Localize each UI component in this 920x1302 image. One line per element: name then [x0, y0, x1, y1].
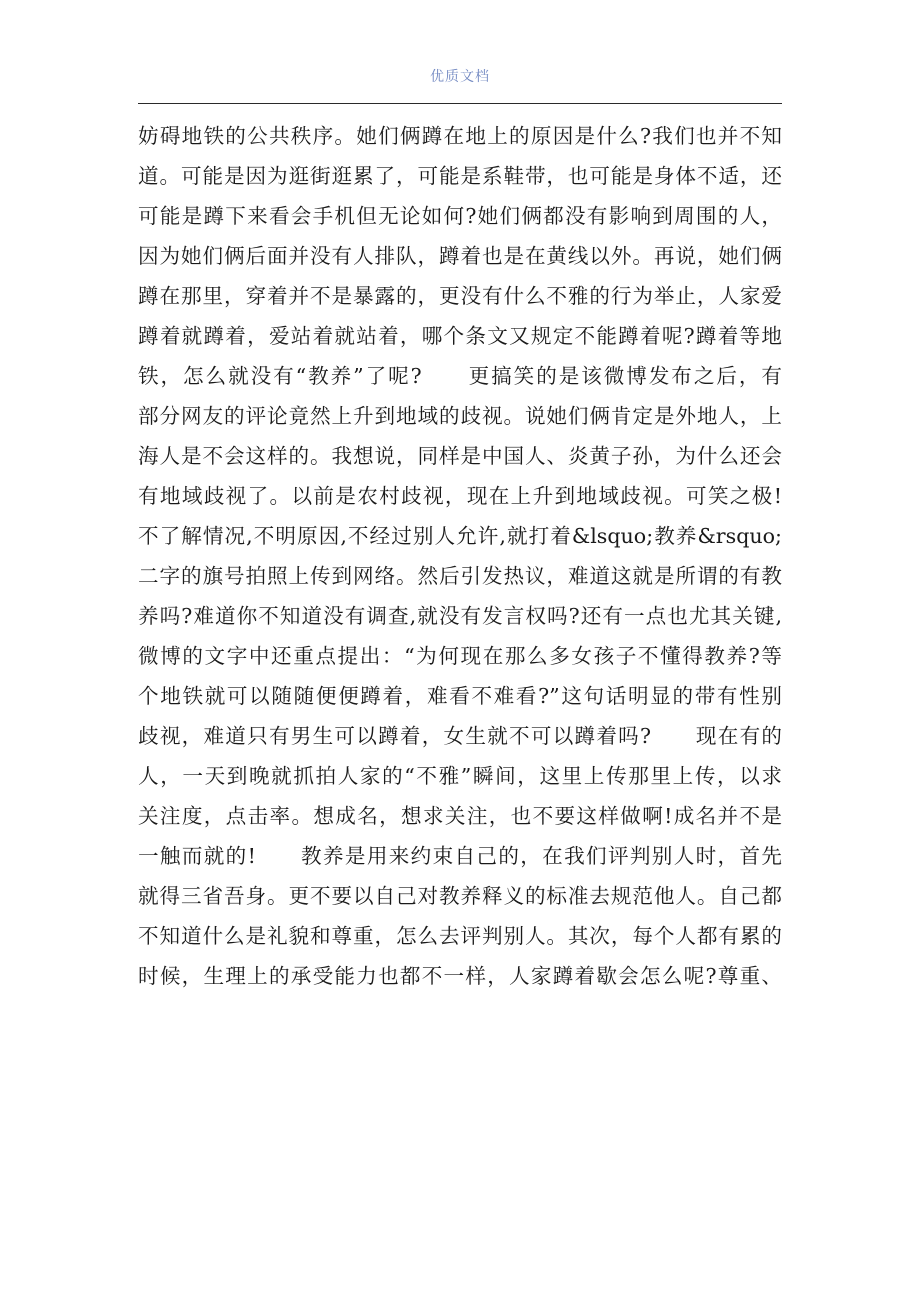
text-line: 就得三省吾身。更不要以自己对教养释义的标准去规范他人。自己都 — [138, 884, 782, 908]
header-divider — [138, 103, 782, 104]
text-line: 因为她们俩后面并没有人排队，蹲着也是在黄线以外。再说，她们俩 — [138, 244, 782, 268]
text-line: 时候，生理上的承受能力也都不一样，人家蹲着歇会怎么呢?尊重、 — [138, 964, 782, 988]
text-line: 蹲着就蹲着，爱站着就站着，哪个条文又规定不能蹲着呢?蹲着等地 — [138, 324, 782, 348]
body-text — [138, 116, 782, 996]
text-line: 妨碍地铁的公共秩序。她们俩蹲在地上的原因是什么?我们也并不知 — [138, 124, 782, 148]
text-line: 海人是不会这样的。我想说，同样是中国人、炎黄子孙，为什么还会 — [138, 444, 782, 468]
text-line: 人，一天到晚就抓拍人家的“不雅”瞬间，这里上传那里上传，以求 — [138, 764, 782, 788]
text-line: 养吗?难道你不知道没有调查,就没有发言权吗?还有一点也尤其关键, — [138, 604, 782, 628]
text-line: 不了解情况,不明原因,不经过别人允许,就打着&lsquo;教养&rsquo; — [138, 524, 782, 548]
text-line: 蹲在那里，穿着并不是暴露的，更没有什么不雅的行为举止，人家爱 — [138, 284, 782, 308]
text-line: 歧视，难道只有男生可以蹲着，女生就不可以蹲着吗? 现在有的 — [138, 724, 782, 748]
text-line: 关注度，点击率。想成名，想求关注，也不要这样做啊!成名并不是 — [138, 804, 782, 828]
text-line: 一触而就的! 教养是用来约束自己的，在我们评判别人时，首先 — [138, 844, 782, 868]
text-line: 微博的文字中还重点提出：“为何现在那么多女孩子不懂得教养?等 — [138, 644, 782, 668]
text-line: 不知道什么是礼貌和尊重，怎么去评判别人。其次，每个人都有累的 — [138, 924, 782, 948]
text-line: 可能是蹲下来看会手机但无论如何?她们俩都没有影响到周围的人， — [138, 204, 782, 228]
text-line: 个地铁就可以随随便便蹲着，难看不难看?”这句话明显的带有性别 — [138, 684, 782, 708]
page-header-title: 优质文档 — [430, 69, 490, 85]
text-line: 有地域歧视了。以前是农村歧视，现在上升到地域歧视。可笑之极! — [138, 484, 782, 508]
text-line: 道。可能是因为逛街逛累了，可能是系鞋带，也可能是身体不适，还 — [138, 164, 782, 188]
text-line: 铁，怎么就没有“教养”了呢? 更搞笑的是该微博发布之后，有 — [138, 364, 782, 388]
text-line: 二字的旗号拍照上传到网络。然后引发热议，难道这就是所谓的有教 — [138, 564, 782, 588]
text-line: 部分网友的评论竟然上升到地域的歧视。说她们俩肯定是外地人，上 — [138, 404, 782, 428]
